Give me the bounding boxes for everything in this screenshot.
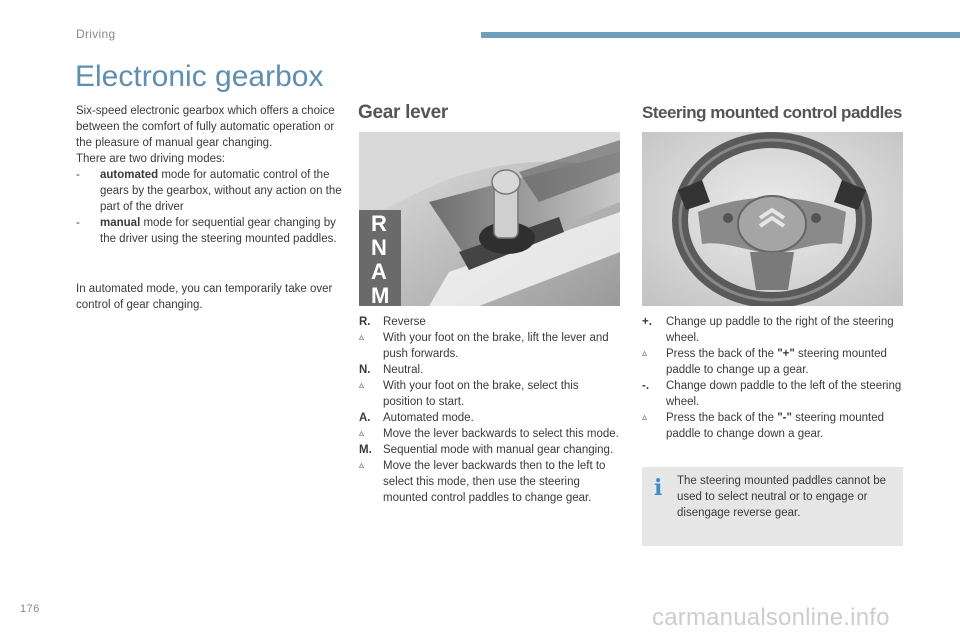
page-title: Electronic gearbox — [75, 60, 324, 93]
list-dash: - — [76, 169, 80, 181]
gear-lever-list — [359, 314, 621, 506]
mode-term: automated — [100, 169, 159, 181]
paddle-entry — [642, 314, 904, 346]
gear-entry — [359, 442, 621, 458]
info-text: The steering mounted paddles cannot be used to select neutral or to engage or disengage reverse gear. — [677, 475, 887, 519]
intro-paragraph: Six-speed electronic gearbox which offers a choice between the comfort of fully automatic operation or the pleasure of manual gear changing. — [76, 105, 335, 149]
paddles-list — [642, 314, 904, 442]
entry-key: M. — [359, 444, 372, 456]
entry-text: Change down paddle to the left of the steering wheel. — [666, 380, 902, 408]
gear-entry — [359, 330, 621, 362]
mode-item-automated — [76, 167, 346, 215]
paddle-entry — [642, 378, 904, 410]
gear-entry — [359, 362, 621, 378]
gear-entry — [359, 378, 621, 410]
entry-quoted: "-" — [777, 412, 792, 424]
bullet-icon: ▵ — [359, 332, 365, 343]
automated-note: In automated mode, you can temporarily take over control of gear changing. — [76, 283, 333, 311]
gear-letters — [371, 212, 399, 306]
entry-key: +. — [642, 316, 652, 328]
header-accent-bar — [481, 32, 960, 38]
gear-lever-heading: Gear lever — [358, 102, 448, 123]
bullet-icon: ▵ — [359, 428, 365, 439]
gear-letter-a: A — [371, 259, 387, 284]
mode-text — [100, 167, 346, 215]
entry-pre: Press the back of the — [666, 412, 778, 424]
bullet-icon: ▵ — [642, 412, 648, 423]
info-box — [642, 467, 903, 546]
section-label: Driving — [76, 27, 116, 41]
bullet-icon: ▵ — [359, 380, 365, 391]
entry-text: With your foot on the brake, lift the lever and push forwards. — [383, 332, 609, 360]
gear-letter-n: N — [371, 235, 387, 260]
gear-letter-r: R — [371, 211, 387, 236]
entry-text: With your foot on the brake, select this position to start. — [383, 380, 579, 408]
entry-quoted: "+" — [777, 348, 795, 360]
gear-entry — [359, 426, 621, 442]
bullet-icon: ▵ — [642, 348, 648, 359]
gear-entry — [359, 314, 621, 330]
entry-text: Sequential mode with manual gear changing. — [383, 444, 614, 456]
entry-text: Automated mode. — [383, 412, 474, 424]
info-icon: i — [654, 475, 663, 501]
entry-pre: Press the back of the — [666, 348, 778, 360]
paddles-heading: Steering mounted control paddles — [642, 103, 902, 122]
mode-description: mode for sequential gear changing by the driver using the steering mounted paddles. — [100, 217, 337, 245]
gear-letter-m: M — [371, 283, 390, 306]
entry-post: steering mounted paddle to change up a gear. — [666, 348, 887, 376]
paddle-entry — [642, 346, 904, 378]
mode-text — [100, 215, 346, 247]
entry-key: A. — [359, 412, 371, 424]
entry-text — [666, 346, 904, 378]
entry-text: Neutral. — [383, 364, 424, 376]
modes-intro: There are two driving modes: — [76, 153, 225, 165]
entry-text: Change up paddle to the right of the steering wheel. — [666, 316, 894, 344]
entry-text: Move the lever backwards then to the left to select this mode, then use the steering mounted control paddles to change gear. — [383, 460, 606, 504]
gear-entry — [359, 458, 621, 506]
mode-item-manual — [76, 215, 346, 247]
gear-lever-image — [359, 132, 620, 306]
mode-term: manual — [100, 217, 141, 229]
entry-text: Reverse — [383, 316, 426, 328]
intro-column — [76, 103, 346, 313]
entry-key: -. — [642, 380, 650, 392]
entry-post: steering mounted paddle to change down a gear. — [666, 412, 885, 440]
mode-description: mode for automatic control of the gears by the gearbox, without any action on the part of the driver — [100, 169, 342, 213]
entry-text — [666, 410, 904, 442]
paddle-entry — [642, 410, 904, 442]
entry-key: R. — [359, 316, 371, 328]
steering-wheel-image — [642, 132, 903, 306]
page-number: 176 — [20, 603, 40, 615]
bullet-icon: ▵ — [359, 460, 365, 471]
watermark: carmanualsonline.info — [652, 604, 890, 631]
entry-text: Move the lever backwards to select this mode. — [383, 428, 619, 440]
entry-key: N. — [359, 364, 371, 376]
gear-entry — [359, 410, 621, 426]
list-dash: - — [76, 217, 80, 229]
